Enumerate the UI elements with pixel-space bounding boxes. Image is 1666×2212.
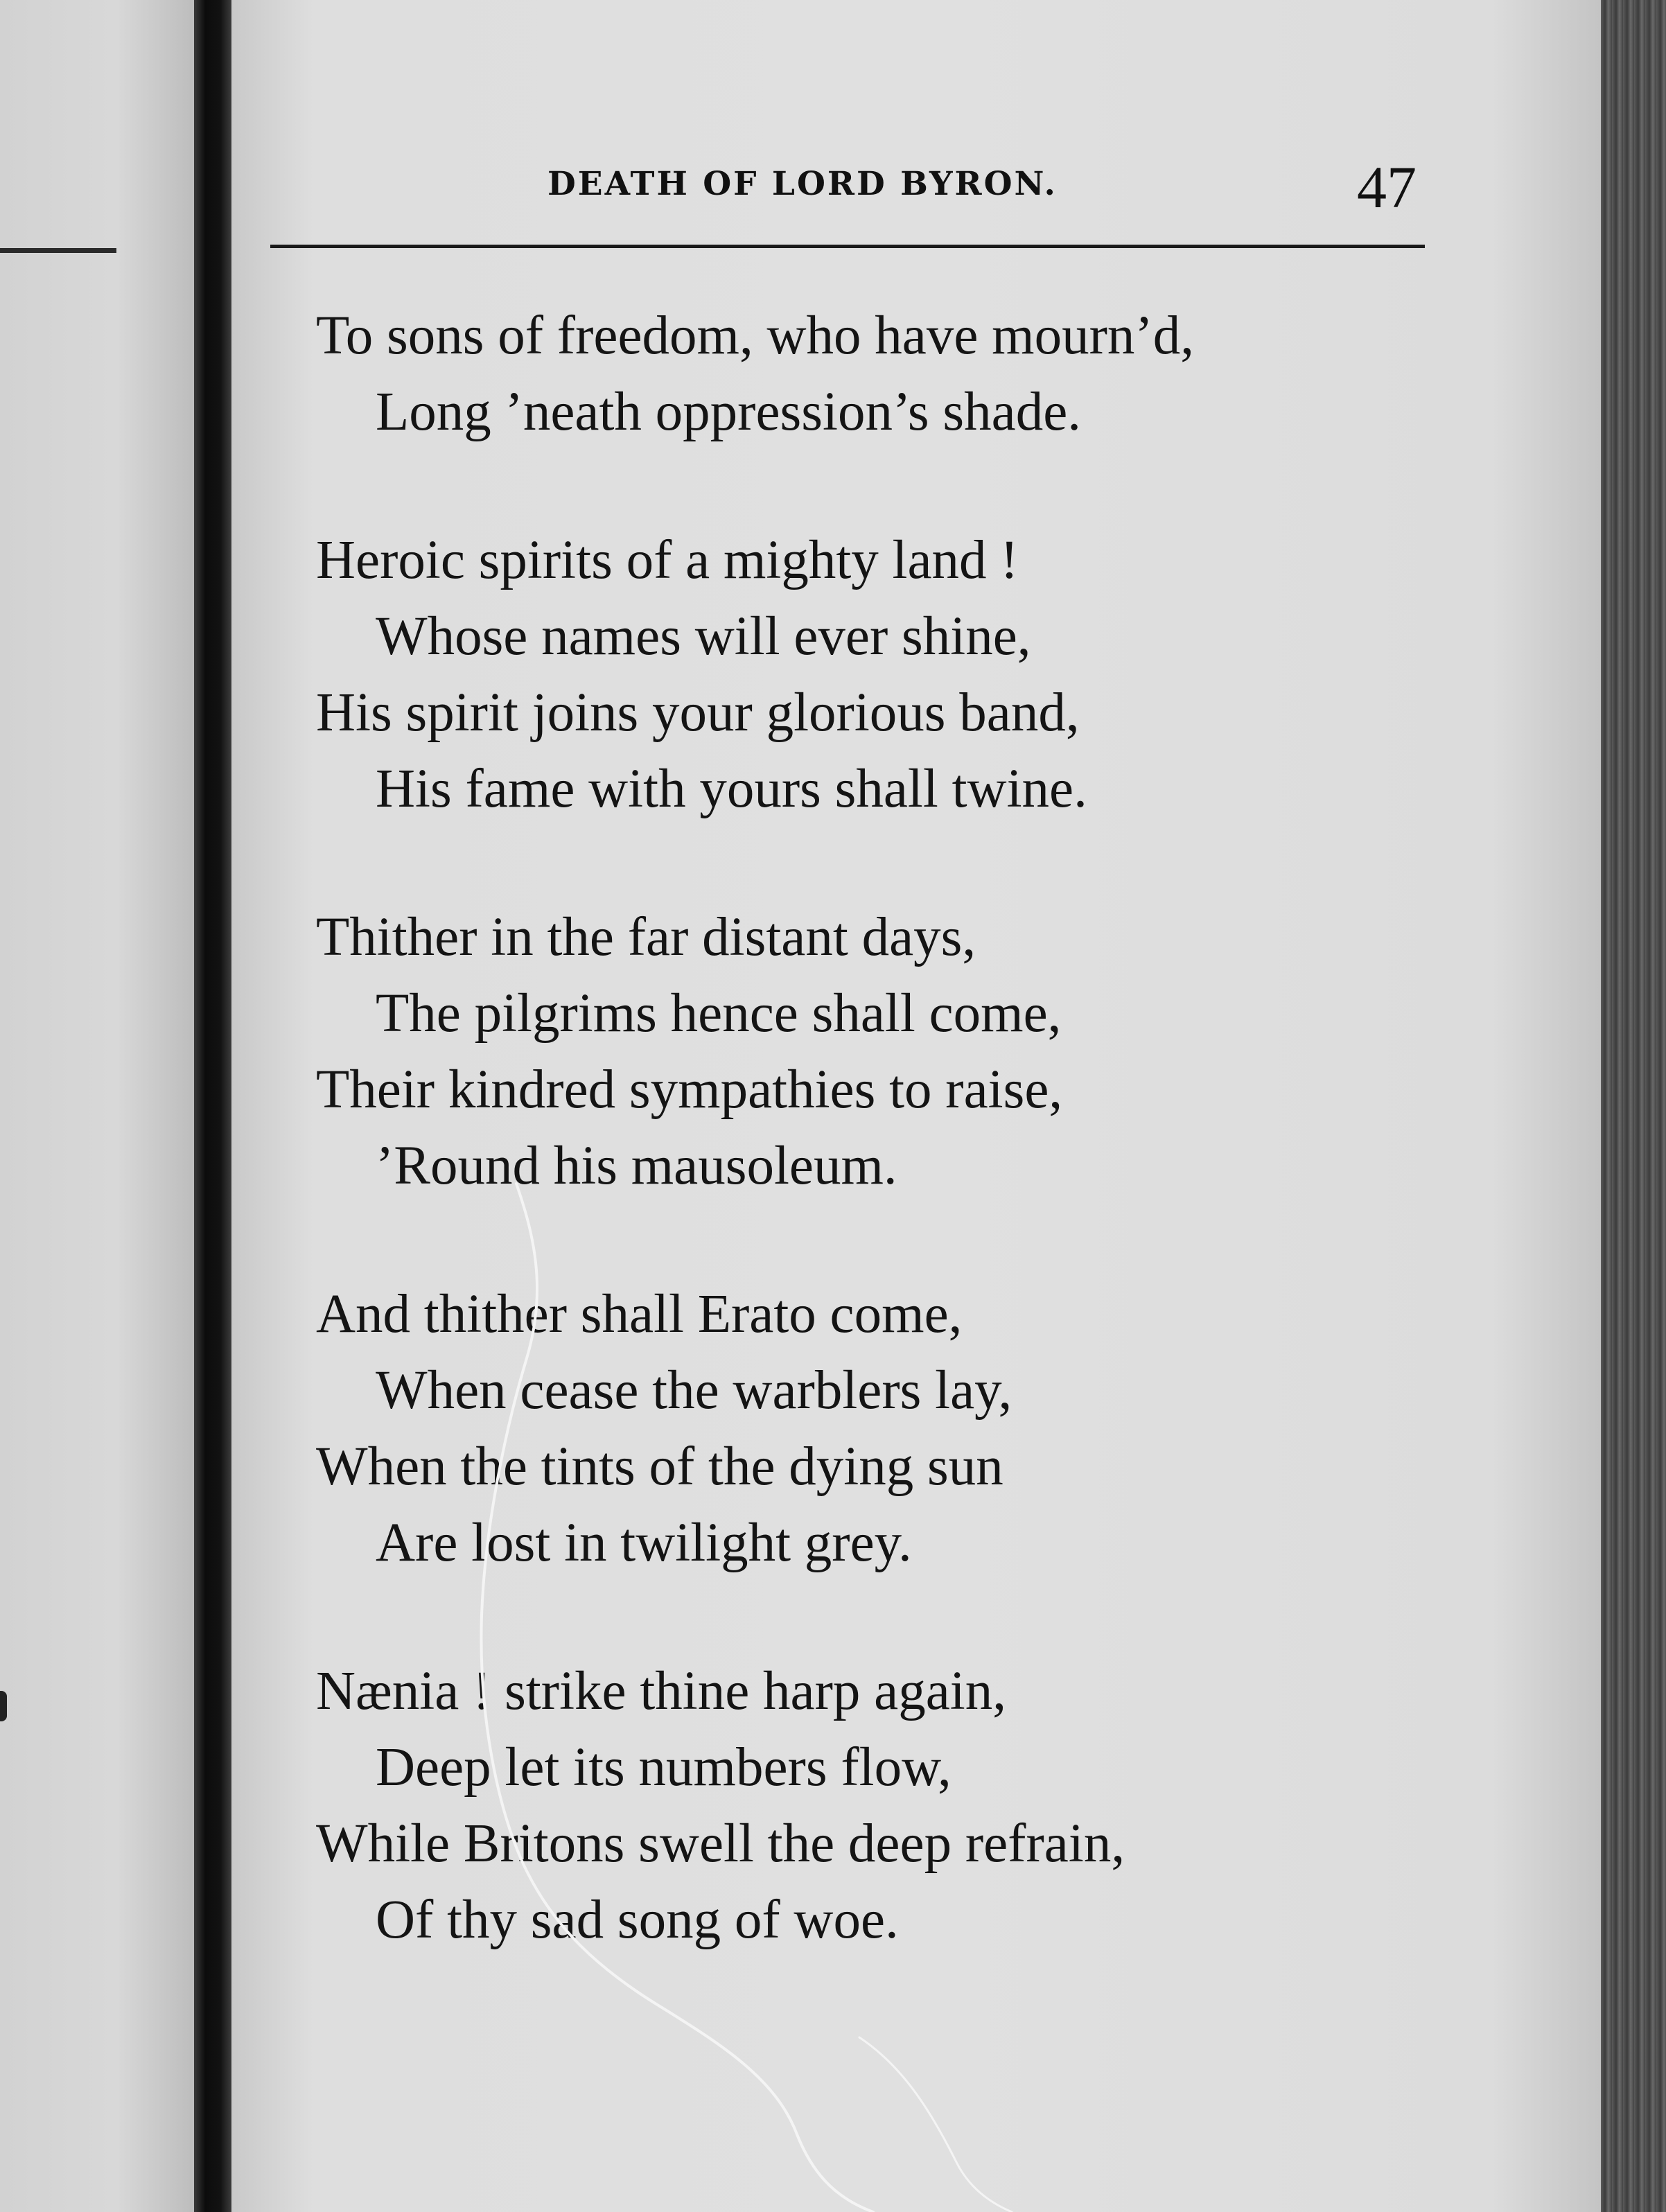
stanza [316, 1276, 1494, 1581]
stanza [316, 298, 1494, 450]
poem-line: Thither in the far distant days, [316, 907, 976, 967]
running-head [231, 151, 1601, 220]
stanza [316, 1653, 1494, 1958]
poem-line: ’Round his mausoleum. [376, 1136, 897, 1196]
poem-line: Whose names will ever shine, [376, 606, 1031, 667]
facing-page-rule [0, 248, 116, 253]
poem-line: Of thy sad song of woe. [376, 1890, 899, 1950]
poem-line: While Britons swell the deep refrain, [316, 1814, 1125, 1874]
poem-line: Long ’neath oppression’s shade. [376, 382, 1082, 442]
page-number: 47 [1357, 154, 1417, 220]
stanza [316, 899, 1494, 1204]
poem-line: Heroic spirits of a mighty land ! [316, 530, 1019, 590]
poem-line: Nænia ! strike thine harp again, [316, 1661, 1006, 1721]
facing-page-edge [0, 0, 194, 2212]
header-rule [270, 245, 1425, 248]
running-title: DEATH OF LORD BYRON. [547, 165, 1058, 203]
poem-line: When cease the warblers lay, [376, 1360, 1012, 1421]
book-page [231, 0, 1601, 2212]
poem-line: His fame with yours shall twine. [376, 759, 1087, 819]
poem-line: His spirit joins your glorious band, [316, 683, 1080, 743]
facing-page-ink-mark [0, 1691, 7, 1721]
poem-line: Their kindred sympathies to raise, [316, 1060, 1063, 1120]
poem-line: When the tints of the dying sun [316, 1437, 1003, 1497]
stanza [316, 523, 1494, 827]
poem-body [316, 298, 1494, 2030]
poem-line: To sons of freedom, who have mourn’d, [316, 306, 1194, 366]
poem-line: The pilgrims hence shall come, [376, 983, 1062, 1044]
page-stack-edge [1601, 0, 1666, 2212]
poem-line: And thither shall Erato come, [316, 1284, 963, 1344]
book-gutter [194, 0, 231, 2212]
poem-line: Deep let its numbers flow, [376, 1737, 952, 1798]
poem-line: Are lost in twilight grey. [376, 1513, 912, 1573]
